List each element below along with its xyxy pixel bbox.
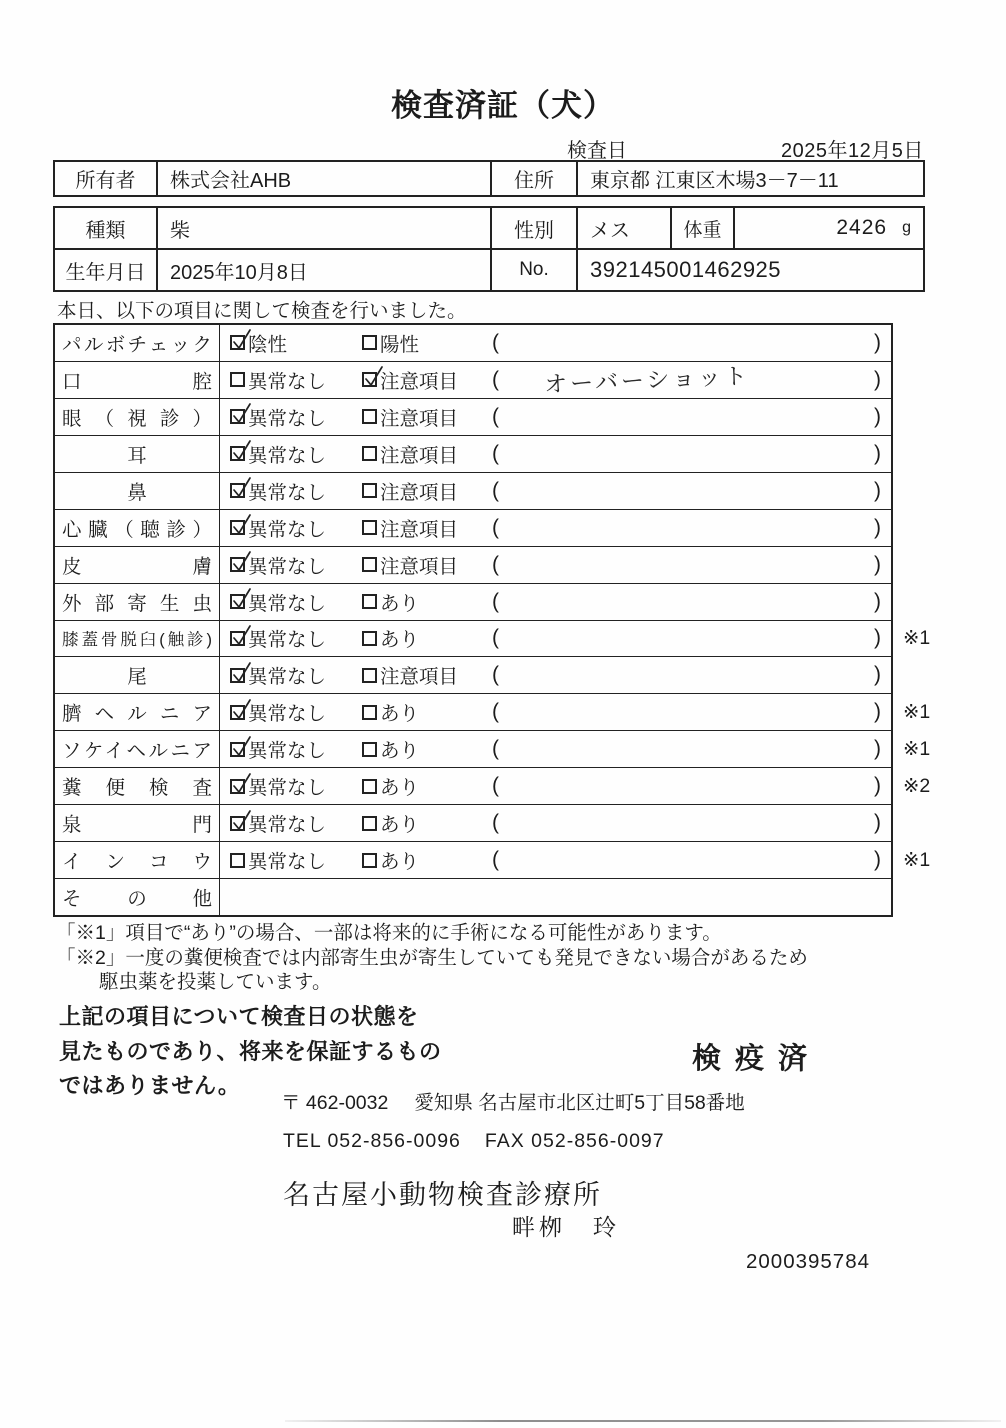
paren-close: ) <box>874 441 881 465</box>
checklist-row <box>55 472 891 509</box>
checkbox-icon <box>362 520 377 535</box>
footnote-ref: ※1 <box>903 738 931 761</box>
footnote-2: 「※2」一度の糞便検査では内部寄生虫が寄生していても発見できない場合があるため <box>56 947 808 969</box>
address-label: 住所 <box>490 162 576 195</box>
checkbox-icon <box>362 853 377 868</box>
checklist-option-2 <box>352 842 484 878</box>
checklist-option-1-label: 異常なし <box>248 814 327 837</box>
checklist-item-cell <box>55 879 220 915</box>
checklist-item-cell <box>55 731 220 767</box>
checklist-item-cell <box>55 436 220 472</box>
checklist-option-2 <box>352 325 484 361</box>
breed-label: 種類 <box>85 219 126 242</box>
paren-open: ( <box>492 626 499 650</box>
paren-close: ) <box>874 404 881 428</box>
paren-close: ) <box>874 663 881 687</box>
weight-cell <box>733 208 923 248</box>
disclaimer-line-2: 見たものであり、将来を保証するもの <box>59 1038 442 1064</box>
checklist-option-1 <box>220 399 352 435</box>
remarks-parentheses <box>484 621 891 657</box>
checklist-item-label: 口腔 <box>62 370 212 393</box>
checklist-row <box>55 841 931 878</box>
checklist-row <box>55 325 891 361</box>
remarks-parentheses <box>484 731 891 767</box>
remarks-parentheses <box>484 510 891 546</box>
sex-label: 性別 <box>490 208 576 248</box>
checklist-option-1 <box>220 805 352 841</box>
footnote-ref: ※1 <box>903 701 931 724</box>
number-label: No. <box>490 250 576 290</box>
checklist-option-1-label: 異常なし <box>248 740 327 763</box>
handwritten-check-icon <box>229 659 255 687</box>
handwritten-check-icon <box>229 622 255 650</box>
checklist-option-1 <box>220 510 352 546</box>
checklist-item-label: 泉門 <box>62 814 212 837</box>
checklist-option-2 <box>352 805 484 841</box>
sex-value: メス <box>576 208 670 248</box>
checkbox-icon <box>362 668 377 683</box>
weight-unit: g <box>902 219 911 236</box>
handwritten-check-icon <box>361 363 387 391</box>
checklist-option-2 <box>352 399 484 435</box>
checklist-option-1-label: 異常なし <box>248 407 327 430</box>
paren-open: ( <box>492 552 499 576</box>
checklist-item-label: 臍ヘルニア <box>62 703 212 726</box>
breed-value: 柴 <box>156 208 490 248</box>
checklist-item-cell <box>55 768 220 804</box>
address-value: 東京都 江東区木場3－7－11 <box>576 162 923 195</box>
remarks-parentheses <box>484 694 891 730</box>
clinic-address: 愛知県 名古屋市北区辻町5丁目58番地 <box>414 1092 745 1114</box>
checklist-option-1 <box>220 362 352 398</box>
weight-label: 体重 <box>670 208 733 248</box>
paren-close: ) <box>874 737 881 761</box>
checkbox-icon <box>362 372 377 387</box>
remarks-parentheses <box>484 805 891 841</box>
checkbox-icon <box>230 520 245 535</box>
paren-close: ) <box>874 848 881 872</box>
checklist-option-2-label: あり <box>380 629 420 652</box>
checklist-intro: 本日、以下の項目に関して検査を行いました。 <box>57 300 467 322</box>
document-number: 2000395784 <box>746 1250 871 1273</box>
checklist-row <box>55 804 891 841</box>
footnote-ref: ※1 <box>903 627 931 650</box>
checklist-option-1 <box>220 694 352 730</box>
page-title: 検査済証（犬） <box>391 88 615 123</box>
paren-open: ( <box>492 663 499 687</box>
checklist-item-cell <box>55 399 220 435</box>
checkbox-icon <box>362 409 377 424</box>
checklist-item-cell <box>55 805 220 841</box>
checklist-item-cell <box>55 473 220 509</box>
checklist-option-2-label: 注意項目 <box>380 407 459 430</box>
checklist-option-1 <box>220 842 352 878</box>
checklist-option-2-label: あり <box>380 703 420 726</box>
handwritten-check-icon <box>229 326 255 354</box>
checklist-option-2 <box>352 768 484 804</box>
checklist-row <box>55 546 891 583</box>
checklist-option-1 <box>220 657 352 693</box>
checklist-row <box>55 730 931 767</box>
checklist-option-2-label: 注意項目 <box>380 370 459 393</box>
paren-close: ) <box>874 478 881 502</box>
checkbox-icon <box>362 742 377 757</box>
remarks-parentheses <box>484 399 891 435</box>
paren-close: ) <box>874 774 881 798</box>
paren-close: ) <box>874 330 881 354</box>
checkbox-icon <box>230 816 245 831</box>
checklist-option-2 <box>352 436 484 472</box>
birth-value: 2025年10月8日 <box>156 250 490 290</box>
paren-close: ) <box>874 552 881 576</box>
paren-close: ) <box>874 811 881 835</box>
checkbox-icon <box>230 335 245 350</box>
clinic-postal-address <box>281 1087 745 1115</box>
checklist-item-label: 鼻 <box>127 481 147 504</box>
checkbox-icon <box>230 594 245 609</box>
checklist-item-label: 眼（視診） <box>62 407 212 430</box>
checkbox-icon <box>230 779 245 794</box>
checklist-item-label: 心臓（聴診） <box>62 518 212 541</box>
checklist-option-2 <box>352 621 484 657</box>
checklist-option-1-label: 陰性 <box>248 333 288 356</box>
remarks-parentheses <box>484 547 891 583</box>
handwritten-check-icon <box>229 733 255 761</box>
checklist-row <box>55 878 891 915</box>
checkbox-icon <box>362 631 377 646</box>
checklist-item-cell <box>55 657 220 693</box>
quarantine-stamp: 検疫済 <box>692 1043 822 1075</box>
number-value: 392145001462925 <box>576 250 923 290</box>
checklist-option-1-label: 異常なし <box>248 777 327 800</box>
checklist-option-1-label: 異常なし <box>248 481 327 504</box>
checkbox-icon <box>230 668 245 683</box>
checklist-item-cell <box>55 547 220 583</box>
checklist-item-label: インコウ <box>62 851 212 874</box>
paren-close: ) <box>874 367 881 391</box>
paren-close: ) <box>874 626 881 650</box>
handwritten-check-icon <box>229 585 255 613</box>
checklist-item-cell <box>55 621 220 657</box>
checklist-item-cell <box>55 510 220 546</box>
checklist-option-2-label: あり <box>380 851 420 874</box>
paren-open: ( <box>492 441 499 465</box>
clinic-fax: FAX 052-856-0097 <box>484 1130 665 1152</box>
checklist-option-1 <box>220 473 352 509</box>
owner-table <box>53 160 925 197</box>
inspection-date-value: 2025年12月5日 <box>781 140 924 162</box>
checkbox-icon <box>230 446 245 461</box>
checklist-option-1-label: 異常なし <box>248 592 327 615</box>
owner-value: 株式会社AHB <box>156 162 490 195</box>
checklist-row <box>55 583 891 620</box>
handwritten-check-icon <box>229 474 255 502</box>
checkbox-icon <box>362 446 377 461</box>
disclaimer-line-1: 上記の項目について検査日の状態を <box>59 1004 419 1029</box>
checklist-item-label: ソケイヘルニア <box>62 740 212 763</box>
checklist-row <box>55 693 931 730</box>
checklist-option-1 <box>220 584 352 620</box>
checklist-item-label: その他 <box>62 888 212 911</box>
checklist-item-label: 尾 <box>127 666 147 689</box>
checklist-option-1-label: 異常なし <box>248 444 327 467</box>
checkbox-icon <box>230 557 245 572</box>
checklist-row <box>55 509 891 546</box>
scan-edge-artifact <box>285 1420 1001 1422</box>
checklist-option-2 <box>352 473 484 509</box>
handwritten-check-icon <box>229 400 255 428</box>
remarks-parentheses <box>484 768 891 804</box>
checklist-option-2-label: あり <box>380 740 420 763</box>
paren-open: ( <box>492 367 499 391</box>
checklist-item-cell <box>55 362 220 398</box>
disclaimer-line-3: ではありません。 <box>59 1073 241 1098</box>
footnote-2-continued: 駆虫薬を投薬しています。 <box>99 971 332 993</box>
checkbox-icon <box>362 483 377 498</box>
checklist-option-1 <box>220 436 352 472</box>
checklist-item-cell <box>55 325 220 361</box>
checkbox-icon <box>362 594 377 609</box>
remarks-parentheses <box>484 436 891 472</box>
paren-close: ) <box>874 589 881 613</box>
checkbox-icon <box>230 853 245 868</box>
paren-open: ( <box>492 330 499 354</box>
checklist-item-cell <box>55 584 220 620</box>
handwritten-check-icon <box>229 548 255 576</box>
checklist-item-label: パルボチェック <box>62 333 212 356</box>
veterinarian-name: 畔栁 玲 <box>512 1214 620 1240</box>
birth-label: 生年月日 <box>65 261 146 284</box>
clinic-postal-code: 〒 462-0032 <box>281 1092 389 1114</box>
checklist-option-2 <box>352 510 484 546</box>
handwritten-remark: オーバーショット <box>543 362 751 398</box>
paren-open: ( <box>492 478 499 502</box>
checklist-option-2-label: あり <box>380 814 420 837</box>
paren-open: ( <box>492 404 499 428</box>
checklist-option-2 <box>352 362 484 398</box>
checkbox-icon <box>230 631 245 646</box>
checklist-option-1-label: 異常なし <box>248 666 327 689</box>
owner-label: 所有者 <box>75 170 136 192</box>
checklist-item-label: 皮膚 <box>62 555 212 578</box>
checkbox-icon <box>362 779 377 794</box>
checkbox-icon <box>362 335 377 350</box>
checkbox-icon <box>362 557 377 572</box>
paren-open: ( <box>492 589 499 613</box>
paren-open: ( <box>492 737 499 761</box>
clinic-phone-line <box>283 1130 665 1153</box>
checkbox-icon <box>230 742 245 757</box>
checklist-option-1 <box>220 547 352 583</box>
clinic-name: 名古屋小動物検査診療所 <box>283 1180 602 1210</box>
clinic-tel: TEL 052-856-0096 <box>283 1130 461 1152</box>
checklist-row <box>55 620 931 657</box>
dog-info-row-2 <box>55 248 923 290</box>
checklist-item-cell <box>55 842 220 878</box>
checklist-option-1-label: 異常なし <box>248 518 327 541</box>
remarks-parentheses <box>484 842 891 878</box>
handwritten-check-icon <box>229 511 255 539</box>
paren-open: ( <box>492 848 499 872</box>
checklist-option-2 <box>352 694 484 730</box>
checklist-row <box>55 767 931 804</box>
checklist-row <box>55 435 891 472</box>
checklist-option-1-label: 異常なし <box>248 555 327 578</box>
checklist-item-label: 耳 <box>127 444 147 467</box>
checklist-option-2 <box>352 657 484 693</box>
paren-open: ( <box>492 515 499 539</box>
handwritten-check-icon <box>229 696 255 724</box>
footnote-1: 「※1」項目で“あり”の場合、一部は将来的に手術になる可能性があります。 <box>56 922 722 944</box>
dog-info-table <box>53 206 925 292</box>
checkbox-icon <box>230 372 245 387</box>
checklist-option-2-label: 陽性 <box>380 333 420 356</box>
checklist-option-1-label: 異常なし <box>248 703 327 726</box>
checklist-option-1 <box>220 768 352 804</box>
checklist-option-2 <box>352 584 484 620</box>
paren-open: ( <box>492 811 499 835</box>
checklist-option-2-label: 注意項目 <box>380 666 459 689</box>
paren-close: ) <box>874 700 881 724</box>
checklist-row <box>55 361 891 398</box>
paren-close: ) <box>874 515 881 539</box>
checklist-item-label: 外部寄生虫 <box>62 592 212 615</box>
checkbox-icon <box>230 705 245 720</box>
checklist-option-1-label: 異常なし <box>248 370 327 393</box>
checklist-option-2 <box>352 731 484 767</box>
footnote-ref: ※1 <box>903 849 931 872</box>
checklist-option-2-label: 注意項目 <box>380 555 459 578</box>
checklist-option-2-label: 注意項目 <box>380 518 459 541</box>
checklist-row <box>55 656 891 693</box>
inspection-date-label: 検査日 <box>567 140 627 162</box>
remarks-parentheses <box>484 657 891 693</box>
handwritten-check-icon <box>229 437 255 465</box>
checkbox-icon <box>230 483 245 498</box>
checklist-option-1 <box>220 621 352 657</box>
checklist-table <box>53 323 931 917</box>
paren-open: ( <box>492 700 499 724</box>
checklist-option-2-label: あり <box>380 592 420 615</box>
checklist-option-1-label: 異常なし <box>248 851 327 874</box>
checkbox-icon <box>230 409 245 424</box>
checklist-option-1 <box>220 731 352 767</box>
handwritten-check-icon <box>229 770 255 798</box>
remarks-parentheses <box>484 473 891 509</box>
remarks-parentheses <box>484 325 891 361</box>
checklist-option-2-label: あり <box>380 777 420 800</box>
checkbox-icon <box>362 705 377 720</box>
checklist-item-label: 糞便検査 <box>62 777 212 800</box>
checklist-option-1 <box>220 325 352 361</box>
dog-info-row-1 <box>55 208 923 248</box>
checklist-option-1-label: 異常なし <box>248 629 327 652</box>
paren-open: ( <box>492 774 499 798</box>
checklist-option-2-label: 注意項目 <box>380 444 459 467</box>
checklist-item-cell <box>55 694 220 730</box>
checklist-option-2 <box>352 547 484 583</box>
remarks-parentheses <box>484 584 891 620</box>
remarks-parentheses <box>484 362 891 398</box>
weight-value: 2426 <box>836 216 888 239</box>
checklist-option-2-label: 注意項目 <box>380 481 459 504</box>
checkbox-icon <box>362 816 377 831</box>
footnote-ref: ※2 <box>903 775 931 798</box>
checklist-item-label: 膝蓋骨脱臼(触診) <box>62 631 212 650</box>
checklist-row <box>55 398 891 435</box>
handwritten-check-icon <box>229 807 255 835</box>
